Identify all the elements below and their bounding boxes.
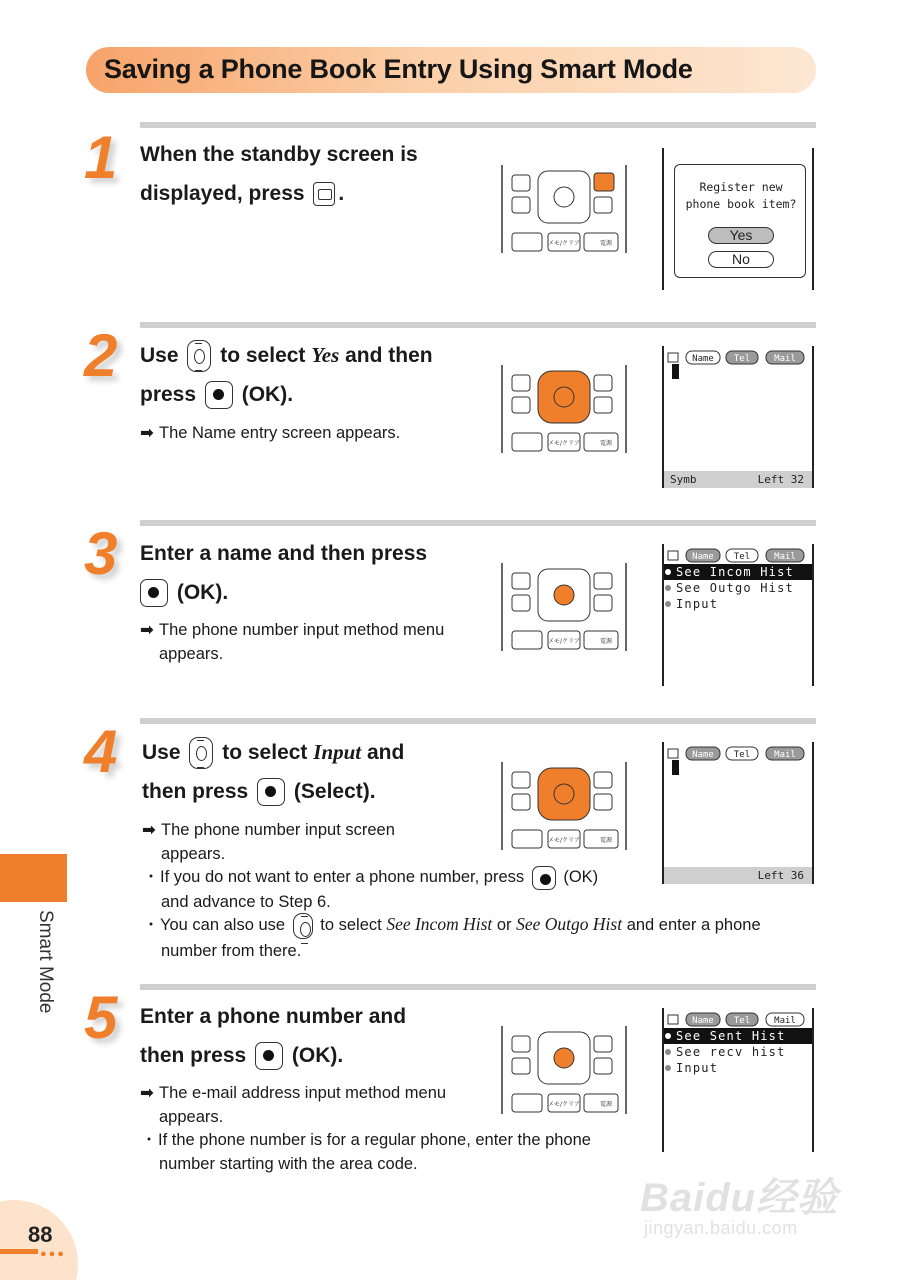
screen-footer <box>664 867 812 884</box>
tab-mail: Mail <box>774 552 796 562</box>
step-divider <box>140 984 816 990</box>
step-divider <box>140 122 816 128</box>
ok-key-icon <box>205 381 233 409</box>
step-result: ➡ The phone number input method menu appears. <box>140 618 444 666</box>
tab-name: Name <box>692 750 714 760</box>
step-number: 4 <box>84 718 118 785</box>
section-side-label: Smart Mode <box>35 910 56 1014</box>
tel-method-menu-screen <box>662 544 814 686</box>
watermark-url: jingyan.baidu.com <box>644 1218 798 1238</box>
page-number: 88 <box>28 1222 53 1247</box>
step-divider <box>140 520 816 526</box>
dialog-message: Register new phone book item? <box>685 180 797 211</box>
keypad-illustration <box>500 563 628 651</box>
page-number-rule <box>0 1249 38 1254</box>
result-arrow-icon: ➡ <box>140 424 154 442</box>
menu-item[interactable]: See recv hist <box>664 1044 812 1060</box>
nav-key-icon <box>187 340 211 372</box>
dialog-no-button[interactable]: No <box>708 251 774 268</box>
nav-key-icon <box>189 737 213 769</box>
keypad-illustration <box>500 762 628 850</box>
step-number: 2 <box>84 322 118 389</box>
memo-key-label: メモ/クリア <box>547 1101 581 1108</box>
entry-tabs <box>664 350 812 366</box>
menu-item[interactable]: See Sent Hist <box>664 1028 812 1044</box>
step-number: 5 <box>84 984 118 1051</box>
mail-method-menu-screen <box>662 1008 814 1152</box>
memo-key-label: メモ/クリア <box>547 440 581 447</box>
power-key-label: 電源 <box>599 638 613 645</box>
power-key-label: 電源 <box>599 1101 613 1108</box>
tab-mail: Mail <box>774 750 796 760</box>
menu-item[interactable]: Input <box>664 1060 812 1076</box>
phonebook-key-icon <box>313 182 335 206</box>
tab-tel: Tel <box>733 354 751 364</box>
step-result: ➡ The phone number input screen appears. <box>142 818 395 866</box>
step-divider <box>140 718 816 724</box>
text-cursor <box>672 364 679 379</box>
memo-key-label: メモ/クリア <box>547 240 581 247</box>
step-result: ➡ The Name entry screen appears. <box>140 421 400 445</box>
tab-tel: Tel <box>733 750 751 760</box>
page-title: Saving a Phone Book Entry Using Smart Mode <box>104 54 693 84</box>
dialog-box <box>674 164 806 278</box>
ok-key-icon <box>532 866 556 890</box>
memo-key-label: メモ/クリア <box>547 638 581 645</box>
tab-mail: Mail <box>774 1016 796 1026</box>
page-title-bar <box>86 47 816 93</box>
dialog-yes-button[interactable]: Yes <box>708 227 774 244</box>
chars-left: Left 32 <box>757 473 804 486</box>
power-key-label: 電源 <box>599 837 613 844</box>
text-cursor <box>672 760 679 775</box>
tab-mail: Mail <box>774 354 796 364</box>
step-heading: Use to select Yes and then press (OK). <box>140 336 433 414</box>
nav-key-icon <box>293 913 313 939</box>
power-key-label: 電源 <box>599 440 613 447</box>
tab-tel: Tel <box>733 1016 751 1026</box>
menu-item[interactable]: Input <box>664 596 812 612</box>
tel-entry-screen <box>662 742 814 884</box>
keypad-illustration <box>500 165 628 253</box>
entry-tabs <box>664 746 812 762</box>
register-dialog-screen <box>662 148 814 290</box>
menu-list <box>664 1028 812 1076</box>
screen-footer <box>664 471 812 488</box>
result-arrow-icon: ➡ <box>142 821 156 839</box>
keypad-illustration <box>500 365 628 453</box>
tab-name: Name <box>692 1016 714 1026</box>
step-divider <box>140 322 816 328</box>
entry-tabs <box>664 1012 812 1028</box>
entry-tabs <box>664 548 812 564</box>
step-heading: Enter a name and then press (OK). <box>140 534 427 612</box>
menu-list <box>664 564 812 612</box>
step-heading: When the standby screen is displayed, press . <box>140 143 418 205</box>
step-heading: Enter a phone number and then press (OK). <box>140 997 406 1075</box>
page-number-dots: ●●● <box>40 1248 66 1260</box>
tab-name: Name <box>692 552 714 562</box>
chars-left: Left 36 <box>757 869 804 882</box>
tab-name: Name <box>692 354 714 364</box>
symbol-softkey[interactable]: Symb <box>670 473 697 486</box>
power-key-label: 電源 <box>599 240 613 247</box>
step-number: 3 <box>84 520 118 587</box>
result-arrow-icon: ➡ <box>140 1084 154 1102</box>
memo-key-label: メモ/クリア <box>547 837 581 844</box>
step-result: ➡ The e-mail address input method menu appears. <box>140 1081 446 1129</box>
ok-key-icon <box>257 778 285 806</box>
menu-item[interactable]: See Outgo Hist <box>664 580 812 596</box>
menu-item[interactable]: See Incom Hist <box>664 564 812 580</box>
step-bullet: ・If the phone number is for a regular phone, enter the phone number starting with the area code. <box>140 1131 591 1173</box>
step-bullet: ・If you do not want to enter a phone number, press (OK) and advance to Step 6. <box>142 865 598 914</box>
step-heading: Use to select Input and then press (Select). <box>142 733 404 811</box>
tab-tel: Tel <box>733 552 751 562</box>
ok-key-icon <box>140 579 168 607</box>
watermark <box>640 1148 860 1248</box>
step-number: 1 <box>84 124 118 191</box>
section-side-tab <box>0 854 67 902</box>
step-bullet: ・You can also use to select See Incom Hist or See Outgo Hist and enter a phone number from there. <box>142 914 761 960</box>
watermark-main: Baidu经验 <box>640 1176 839 1220</box>
result-arrow-icon: ➡ <box>140 621 154 639</box>
name-entry-screen <box>662 346 814 488</box>
keypad-illustration <box>500 1026 628 1114</box>
ok-key-icon <box>255 1042 283 1070</box>
